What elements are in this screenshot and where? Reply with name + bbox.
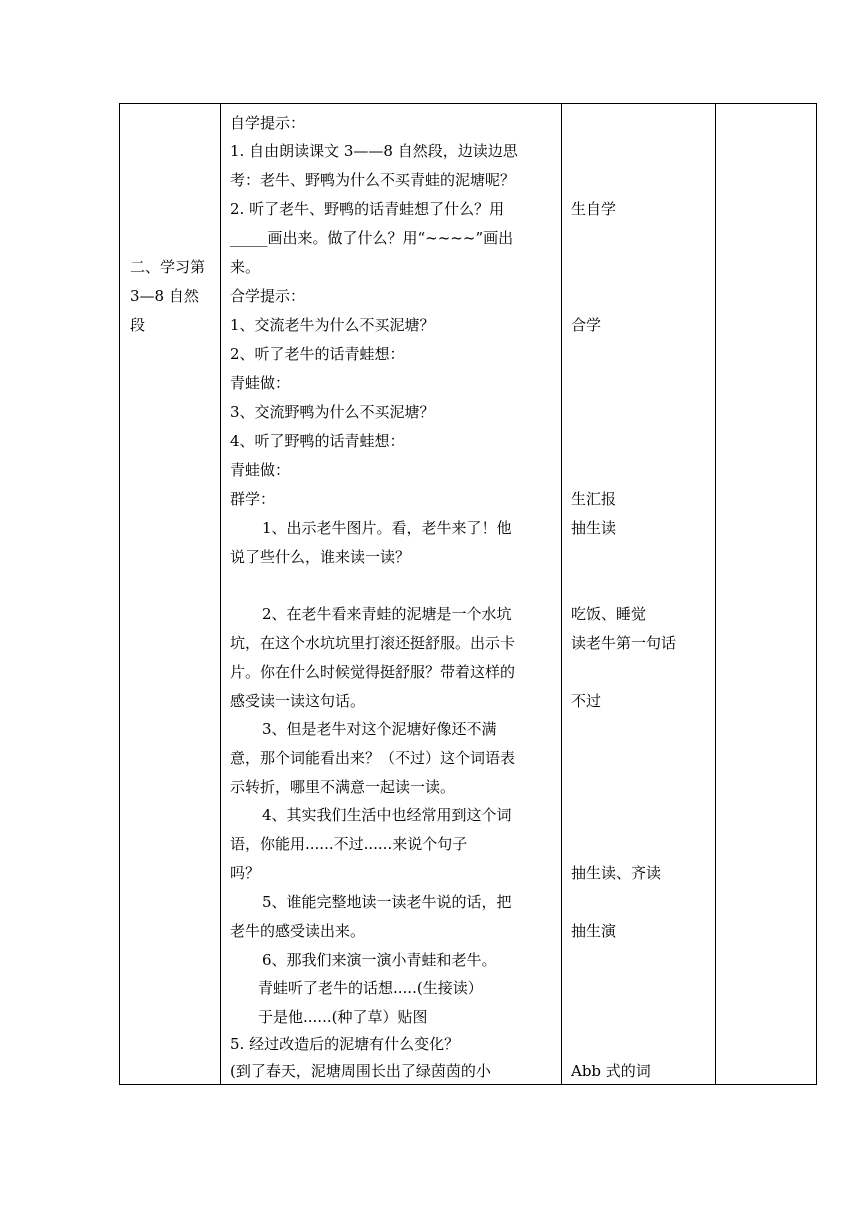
activity-line: 生自学 (571, 200, 617, 218)
content-line: 感受读一读这句话。 (230, 692, 366, 710)
content-line: 青蛙做： (230, 461, 291, 479)
content-line: 片。你在什么时候觉得挺舒服？带着这样的 (230, 663, 516, 681)
content-line: _____画出来。做了什么？用“~~~~”画出 (230, 229, 514, 247)
column-divider (220, 104, 221, 1084)
content-line: 来。 (230, 258, 261, 276)
content-line: 于是他......(种了草）贴图 (258, 1008, 428, 1026)
content-line: 5. 经过改造后的泥塘有什么变化？ (230, 1035, 460, 1053)
content-line: 群学： (230, 490, 276, 508)
activity-line: 读老牛第一句话 (571, 634, 677, 652)
content-cell (230, 104, 560, 1084)
activity-line: 合学 (571, 316, 602, 334)
activity-line: 吃饭、睡觉 (571, 605, 647, 623)
content-line: 考：老牛、野鸭为什么不买青蛙的泥塘呢？ (230, 171, 516, 189)
content-line: 4、其实我们生活中也经常用到这个词 (262, 806, 512, 824)
content-line: 吗？ (230, 864, 261, 882)
content-line: 3、交流野鸭为什么不买泥塘？ (230, 403, 435, 421)
content-line: 2、听了老牛的话青蛙想： (230, 345, 405, 363)
content-line: 2、在老牛看来青蛙的泥塘是一个水坑 (262, 605, 512, 623)
activity-line: Abb 式的词 (571, 1062, 651, 1080)
notes-cell (716, 104, 816, 1084)
content-line: 6、那我们来演一演小青蛙和老牛。 (262, 951, 497, 969)
content-line: (到了春天，泥塘周围长出了绿茵茵的小 (230, 1062, 491, 1080)
section-title-line: 二、学习第 (130, 258, 206, 276)
activity-line: 抽生读、齐读 (571, 864, 662, 882)
content-line: 青蛙做： (230, 374, 291, 392)
content-line: 示转折，哪里不满意一起读一读。 (230, 778, 456, 796)
content-line: 合学提示： (230, 287, 306, 305)
column-divider (561, 104, 562, 1084)
section-title-cell (130, 104, 220, 1084)
activity-cell (571, 104, 711, 1084)
content-line: 1、交流老牛为什么不买泥塘？ (230, 316, 435, 334)
content-line: 意，那个词能看出来？（不过）这个词语表 (230, 749, 516, 767)
content-line: 2. 听了老牛、野鸭的话青蛙想了什么？用 (230, 200, 505, 218)
content-line: 青蛙听了老牛的话想.....(生接读） (258, 979, 483, 997)
content-line: 1. 自由朗读课文 3——8 自然段，边读边思 (230, 142, 518, 160)
activity-line: 抽生演 (571, 922, 617, 940)
content-line: 自学提示： (230, 114, 306, 132)
lesson-table (119, 103, 817, 1085)
section-title-line: 段 (130, 316, 146, 334)
section-title-line: 3—8 自然 (130, 287, 199, 305)
content-line: 3、但是老牛对这个泥塘好像还不满 (262, 720, 497, 738)
content-line: 语，你能用......不过......来说个句子 (230, 835, 468, 853)
activity-line: 抽生读 (571, 519, 617, 537)
activity-line: 不过 (571, 692, 602, 710)
activity-line: 生汇报 (571, 490, 617, 508)
content-line: 1、出示老牛图片。看，老牛来了！他 (262, 519, 512, 537)
content-line: 坑，在这个水坑坑里打滚还挺舒服。出示卡 (230, 634, 516, 652)
content-line: 5、谁能完整地读一读老牛说的话，把 (262, 893, 512, 911)
content-line: 老牛的感受读出来。 (230, 922, 366, 940)
content-line: 4、听了野鸭的话青蛙想： (230, 432, 405, 450)
content-line: 说了些什么，谁来读一读？ (230, 548, 411, 566)
